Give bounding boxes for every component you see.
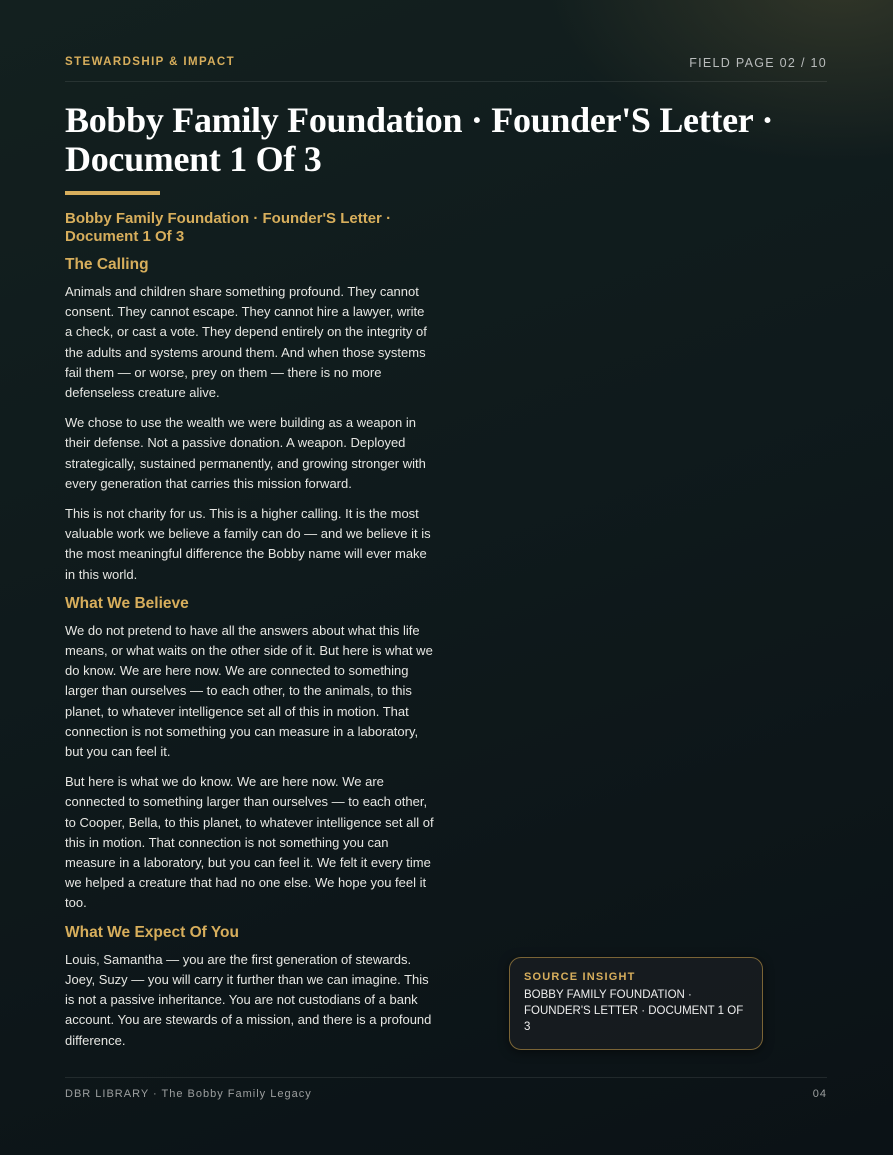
insight-text: BOBBY FAMILY FOUNDATION · FOUNDER'S LETTER · DOCUMENT 1 OF 3 xyxy=(524,989,744,1033)
footer-page-number: 04 xyxy=(812,1088,827,1100)
footer-library-label: DBR LIBRARY · The Bobby Family Legacy xyxy=(65,1088,312,1100)
section-heading: What We Expect Of You xyxy=(65,923,239,941)
page-header xyxy=(65,56,827,82)
document-subtitle: Bobby Family Foundation · Founder'S Letter · Document 1 Of 3 xyxy=(65,210,392,245)
paragraph: We chose to use the wealth we were building as a weapon in their defense. Not a passive donation. A weapon. Deployed strategically, sustained permanently, and growing stronger with every generation that carries this mission forward. xyxy=(65,415,426,491)
page-indicator: FIELD PAGE 02 / 10 xyxy=(689,56,827,70)
section-heading: The Calling xyxy=(65,256,149,273)
title-underline xyxy=(65,191,160,195)
letter-body xyxy=(65,210,435,1061)
paragraph: Louis, Samantha — you are the first generation of stewards. Joey, Suzy — you will carry it further than we can imagine. This is not a passive inheritance. You are not custodians of a bank account. You are stewards of a mission, and there is a profound difference. xyxy=(65,951,432,1048)
paragraph: This is not charity for us. This is a higher calling. It is the most valuable work we believe a family can do — and we believe it is the most meaningful difference the Bobby name will ever make in this world. xyxy=(65,506,431,582)
paragraph: Animals and children share something profound. They cannot consent. They cannot escape. They cannot hire a lawyer, write a check, or cast a vote. They depend entirely on the integrity of the adults and systems around them. And when those systems fail them — or worse, prey on them — there is no more defenseless creature alive. xyxy=(65,284,427,401)
section-eyebrow: STEWARDSHIP & IMPACT xyxy=(65,56,236,68)
paragraph: We do not pretend to have all the answers about what this life means, or what waits on the other side of it. But here is what we do know. We are here now. We are connected to something larger than ourselves — to each other, to the animals, to this planet, to whatever intelligence set all of this in motion. That connection is not something you can measure in a laboratory, but you can feel it. xyxy=(65,622,433,760)
section-what-we-expect xyxy=(65,924,435,1051)
section-the-calling xyxy=(65,256,435,585)
source-insight-card xyxy=(509,957,763,1050)
insight-label: SOURCE INSIGHT xyxy=(524,971,636,983)
section-heading: What We Believe xyxy=(65,594,189,612)
section-what-we-believe xyxy=(65,595,435,914)
paragraph: But here is what we do know. We are here now. We are connected to something larger than ourselves — to each other, to Cooper, Bella, to this planet, to whatever intelligence set all of this in motion. That connection is not something you can measure in a laboratory, but you can feel it. We felt it every time we helped a creature that had no one else. We hope you feel it too. xyxy=(65,774,434,911)
page-footer xyxy=(65,1077,827,1100)
page-title: Bobby Family Foundation · Founder'S Letter · Document 1 Of 3 xyxy=(65,100,774,179)
